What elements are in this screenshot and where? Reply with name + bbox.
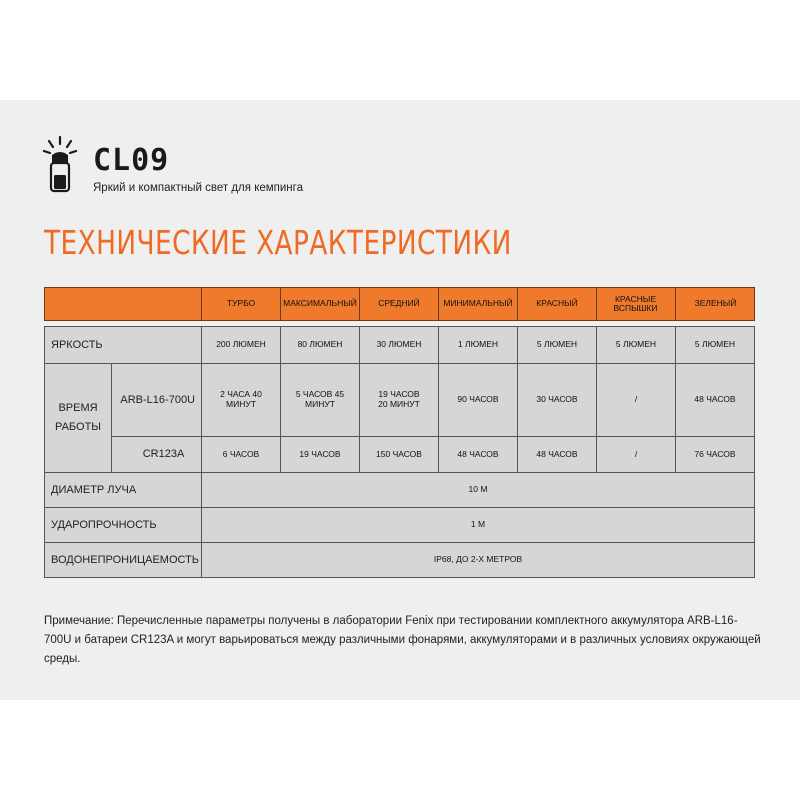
table-cell: 6 ЧАСОВ [222,448,260,459]
table-cell: 90 ЧАСОВ [457,394,499,405]
table-cell: 5 ЛЮМЕН [694,339,736,350]
table-cell: 80 ЛЮМЕН [297,339,343,350]
footnote: Примечание: Перечисленные параметры получены в лаборатории Fenix при тестировании комплектного аккумулятора ARB-L16-700U и батареи CR123A и могут варьироваться между различными фонарями, аккумуляторами и в различных условиях окружающей среды. [44,615,761,665]
table-cell: 48 ЧАСОВ [694,394,736,405]
table-cell: 2 ЧАСА 40 МИНУТ [220,389,262,409]
table-cell: 5 ЧАСОВ 45 МИНУТ [295,389,345,409]
table-cell: 48 ЧАСОВ [457,448,499,459]
impact-label: УДАРОПРОЧНОСТЬ [51,518,157,531]
beam-diameter-value: 10 М [468,484,488,495]
table-cell: 200 ЛЮМЕН [216,339,266,350]
header-mode: КРАСНЫЙ [517,288,596,320]
table-cell: 1 ЛЮМЕН [457,339,499,350]
section-title: ТЕХНИЧЕСКИЕ ХАРАКТЕРИСТИКИ [44,223,512,262]
tagline: Яркий и компактный свет для кемпинга [93,182,303,194]
header-mode: ЗЕЛЕНЫЙ [675,288,755,320]
model-name: CL09 [93,143,170,178]
lantern-icon [43,135,77,193]
table-cell: 19 ЧАСОВ 20 МИНУТ [378,389,420,409]
table-cell: 48 ЧАСОВ [536,448,578,459]
table-cell: / [634,394,638,405]
runtime-label: ВРЕМЯ РАБОТЫ [54,402,102,433]
table-header [44,287,755,321]
impact-value: 1 М [470,519,486,530]
waterproof-value: IP68, ДО 2-Х МЕТРОВ [433,554,523,565]
table-cell: / [634,448,638,459]
table-cell: 150 ЧАСОВ [376,448,422,459]
spec-table [44,326,755,578]
table-cell: 30 ЧАСОВ [536,394,578,405]
table-cell: 76 ЧАСОВ [694,448,736,459]
battery-arb-label: ARB-L16-700U [120,393,195,406]
header-mode: МИНИМАЛЬНЫЙ [438,288,517,320]
header-mode: МАКСИМАЛЬНЫЙ [280,288,359,320]
table-cell: 5 ЛЮМЕН [615,339,657,350]
header-mode: ТУРБО [201,288,280,320]
header-mode: КРАСНЫЕ ВСПЫШКИ [596,288,674,320]
table-cell: 5 ЛЮМЕН [536,339,578,350]
table-cell: 19 ЧАСОВ [299,448,341,459]
header-mode: СРЕДНИЙ [359,288,438,320]
battery-cr123a-label: CR123A [142,448,185,461]
waterproof-label: ВОДОНЕПРОНИЦАЕМОСТЬ [51,553,200,566]
brightness-label: ЯРКОСТЬ [51,338,103,351]
beam-diameter-label: ДИАМЕТР ЛУЧА [51,483,137,496]
table-cell: 30 ЛЮМЕН [376,339,422,350]
